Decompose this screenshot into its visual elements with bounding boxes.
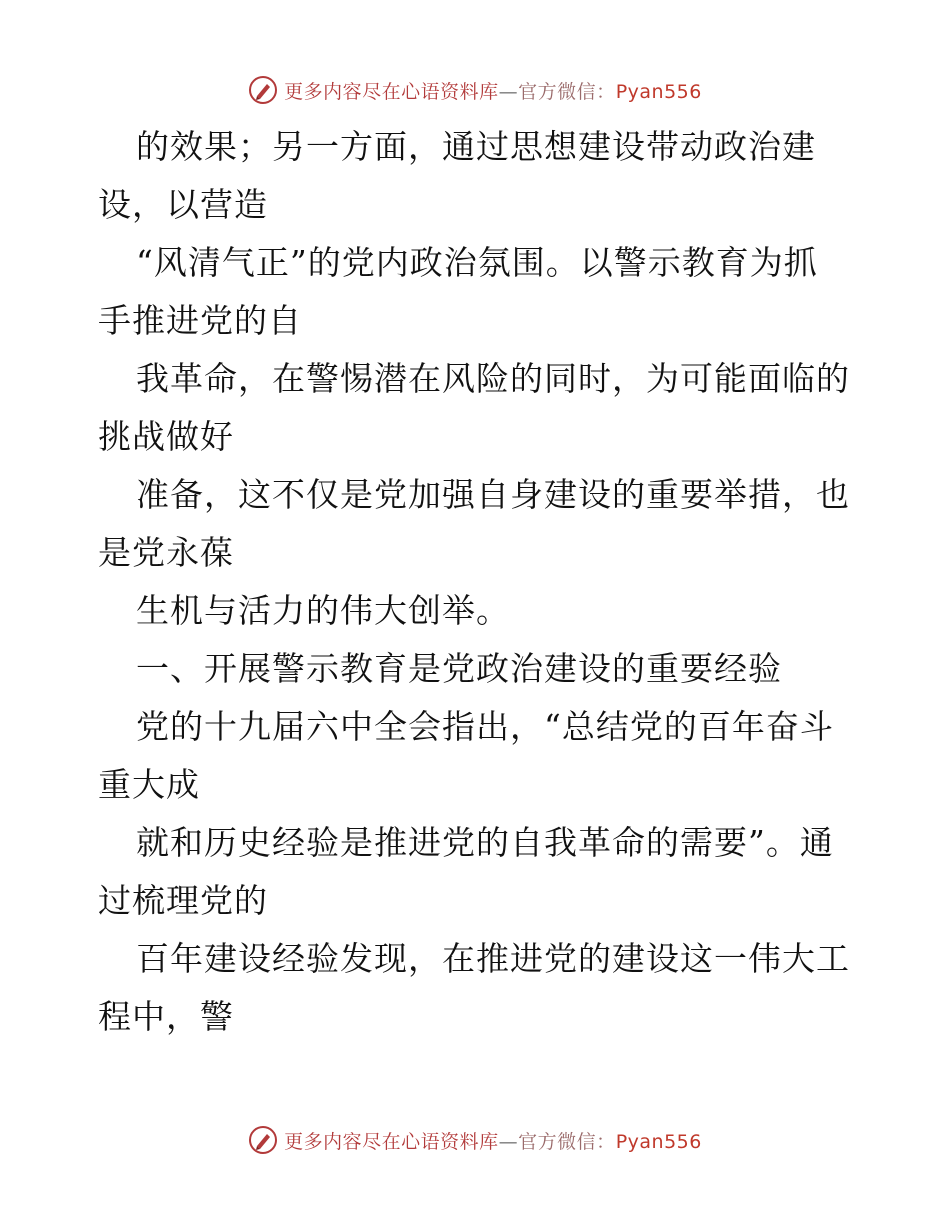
- text-line: 我革命，在警惕潜在风险的同时，为可能面临的: [136, 359, 850, 398]
- pen-logo-icon: [248, 1125, 278, 1155]
- document-body: [98, 118, 858, 1046]
- header-text: [284, 77, 702, 104]
- text-line: 一、开展警示教育是党政治建设的重要经验: [136, 649, 782, 688]
- text-line: 准备，这不仅是党加强自身建设的重要举措，也: [136, 475, 850, 514]
- text-line: 重大成: [98, 765, 200, 804]
- header-brand-text: 更多内容尽在心语资料库: [284, 80, 499, 103]
- text-line: 就和历史经验是推进党的自我革命的需要”。通: [136, 823, 834, 862]
- header-dash: —: [498, 80, 519, 103]
- text-line: 过梳理党的: [98, 881, 268, 920]
- text-line: 是党永葆: [98, 533, 234, 572]
- text-line: 手推进党的自: [98, 301, 302, 340]
- header-wechat-id: Pyan556: [615, 80, 702, 103]
- footer-wechat-label: 官方微信：: [518, 1130, 616, 1153]
- footer-dash: —: [498, 1130, 519, 1153]
- footer-wechat-id: Pyan556: [615, 1130, 702, 1153]
- text-line: “风清气正”的党内政治氛围。以警示教育为抓: [136, 243, 818, 282]
- text-line: 党的十九届六中全会指出，“总结党的百年奋斗: [136, 707, 834, 746]
- header-wechat-label: 官方微信：: [518, 80, 616, 103]
- text-line: 的效果；另一方面，通过思想建设带动政治建: [136, 127, 816, 166]
- footer-banner: [0, 1120, 950, 1160]
- text-line: 生机与活力的伟大创举。: [136, 591, 510, 630]
- pen-logo-icon: [248, 75, 278, 105]
- footer-brand-text: 更多内容尽在心语资料库: [284, 1130, 499, 1153]
- text-line: 挑战做好: [98, 417, 234, 456]
- header-banner: [0, 70, 950, 110]
- text-line: 程中，警: [98, 997, 234, 1036]
- text-line: 百年建设经验发现，在推进党的建设这一伟大工: [136, 939, 850, 978]
- text-line: 设，以营造: [98, 185, 268, 224]
- footer-text: [284, 1127, 702, 1154]
